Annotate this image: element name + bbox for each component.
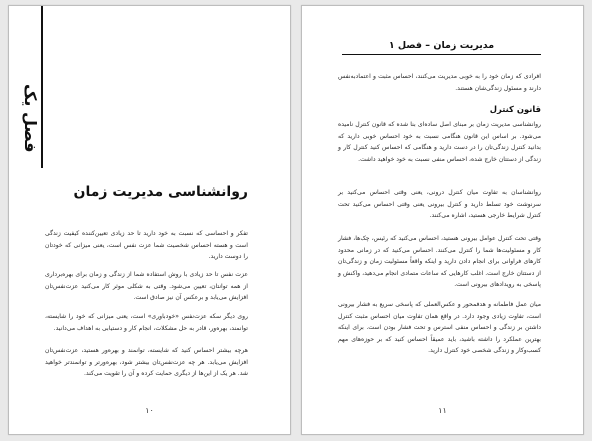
page-number-right: ۱۱ — [438, 406, 447, 415]
right-paragraph-4: میان عمل فاطمانه و هدفمحور و عکس‌العملی که پاسخی سریع به فشار بیرونی است، تفاوت زیادی وجود دارد. در واقع همان تفاوت میان احساس مثبت کنترل داشتن بر زندگی و احساس منفی استرس و تحت فشار بودن است. برای اینکه بهترین عملکرد را داشته باشید، باید عمیقاً احساس کنید که بر حوزه‌های مهم کسب‌وکار و زندگی شخصی خود کنترل دارید. — [338, 301, 541, 355]
left-paragraph-1: تفکر و احساسی که نسبت به خود دارید تا حد زیادی تعیین‌کننده کیفیت زندگی است و هسته احساس شخصیت شما عزت نفس است، یعنی میزانی که خودتان را دوست دارید. — [45, 230, 248, 261]
right-paragraph-3: وقتی تحت کنترل عوامل بیرونی هستید، احساس می‌کنید که رئیس، چک‌ها، فشار کار و مسئولیت‌ها شما را کنترل می‌کنند. احساس می‌کنید که در زمانی محدود کارهای فراوانی برای انجام دادن دارید و اینکه واقعاً مسئولیت زمان و زندگی‌تان از دستتان خارج است. اغلب کارهایی که ساعات متمادی انجام می‌دهید، واکنش و پاسخی به رویدادهای بیرونی است. — [338, 235, 541, 289]
right-paragraph-1: روانشناسی مدیریت زمان بر مبنای اصل ساده‌ای بنا شده که قانون کنترل نامیده می‌شود. بر اساس این قانون هنگامی نسبت به خود احساس خوبی دارید که بدانید کنترل زندگی‌تان را در دست دارید و هنگامی که احساس کنید کنترل کار و زندگی از دستتان خارج شده، احساس منفی نسبت به خود خواهید داشت. — [338, 121, 541, 163]
left-paragraph-3: روی دیگر سکه عزت‌نفس «خودباوری» است، یعنی میزانی که خود را شایسته، توانمند، بهره‌ور، قادر به حل مشکلات، انجام کار و دستیابی به اهداف می‌دانید. — [45, 313, 248, 332]
page-number-left: ۱۰ — [145, 406, 154, 415]
running-header: مدیریت زمان – فصل ۱ — [342, 40, 541, 55]
chapter-divider-line — [41, 6, 43, 168]
section-heading: قانون کنترل — [489, 104, 541, 114]
left-paragraph-2: عزت نفس تا حد زیادی با روش استفاده شما از زندگی و زمان برای بهره‌برداری از همه توانتان، تعیین می‌شود. وقتی به شکلی موثر کار می‌کنید عزت‌نفس‌تان افزایش می‌یابد و برعکس آن نیز صادق است. — [45, 271, 248, 302]
right-paragraph-2: روانشناسان به تفاوت میان کنترل درونی، یعنی وقتی احساس می‌کنید بر سرنوشت خود تسلط دارید و کنترل بیرونی یعنی وقتی احساس می‌کنید تحت کنترل شرایط خارجی هستید، اشاره می‌کنند. — [338, 189, 541, 220]
right-page — [301, 5, 584, 435]
chapter-label: فصل یک — [21, 84, 40, 153]
intro-paragraph: افرادی که زمان خود را به خوبی مدیریت می‌کنند، احساس مثبت و اعتمادبه‌نفس دارند و مسئول زندگی‌شان هستند. — [338, 73, 541, 92]
chapter-title: روانشناسی مدیریت زمان — [73, 184, 248, 200]
left-paragraph-4: هرچه بیشتر احساس کنید که شایسته، توانمند و بهره‌ور هستید، عزت‌نفس‌تان افزایش می‌یابد. هر چه عزت‌نفس‌تان بیشتر شود، بهره‌ورتر و توانمندتر خواهید شد. هر یک از این‌ها از دیگری حمایت کرده و آن را تقویت می‌کند. — [45, 347, 248, 378]
left-page — [8, 5, 291, 435]
